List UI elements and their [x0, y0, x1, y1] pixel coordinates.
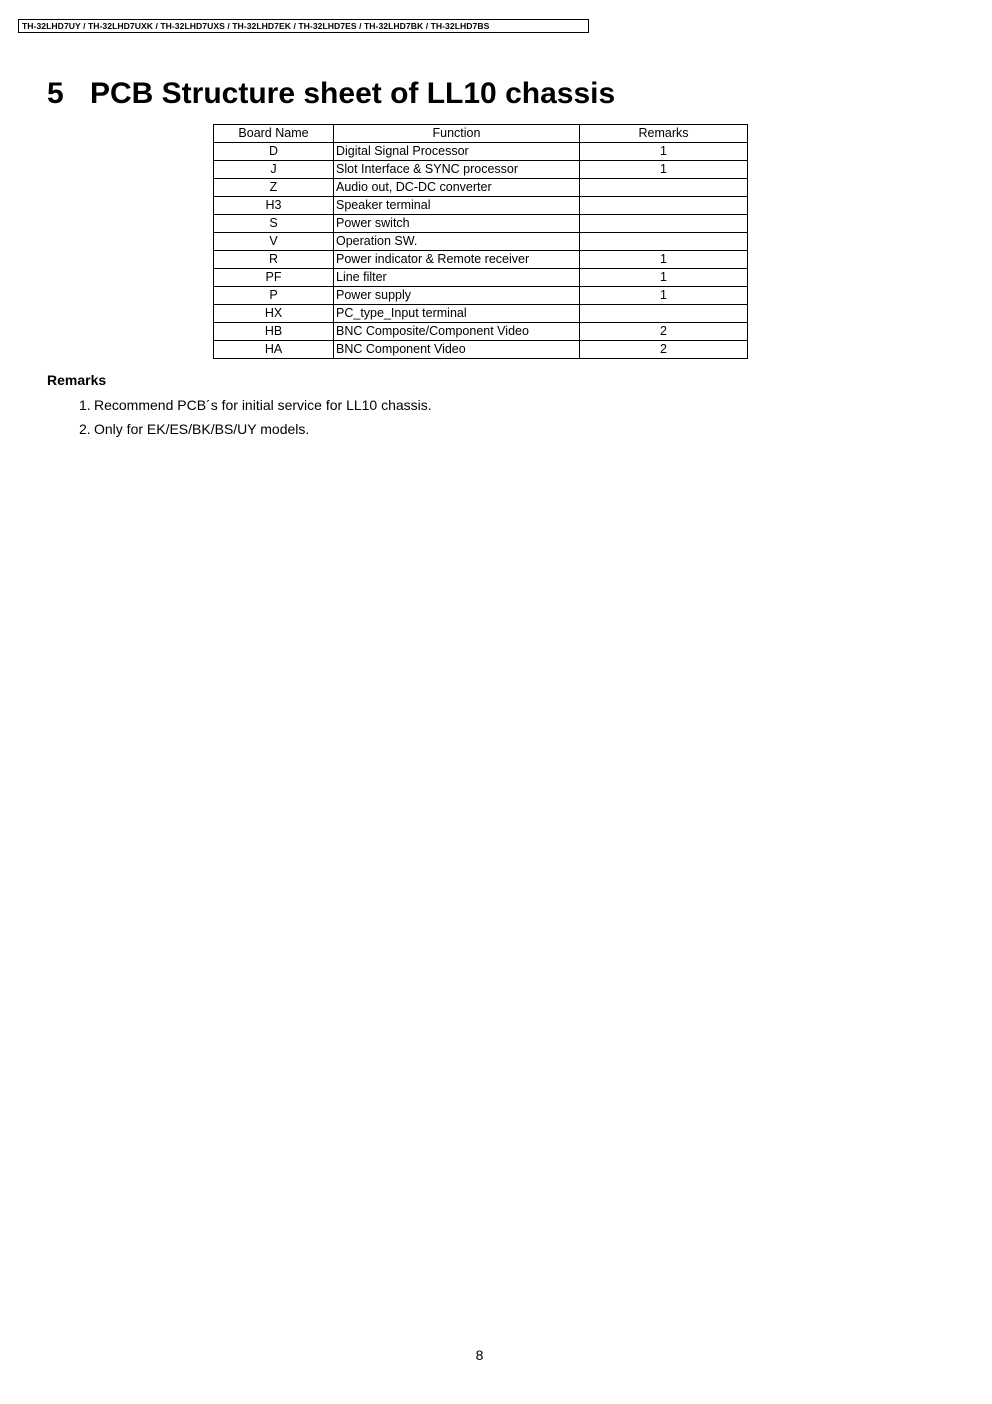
board-name-cell: HX [214, 305, 334, 323]
table-row [214, 197, 748, 215]
table-row [214, 269, 748, 287]
remarks-cell: 1 [580, 251, 748, 269]
function-cell: Line filter [334, 269, 580, 287]
board-name-cell: J [214, 161, 334, 179]
remarks-heading: Remarks [47, 372, 107, 388]
table-row [214, 323, 748, 341]
table-row [214, 305, 748, 323]
header-remarks: Remarks [580, 125, 748, 143]
function-cell: PC_type_Input terminal [334, 305, 580, 323]
remark-number: 2. [79, 421, 91, 437]
remarks-list [79, 396, 432, 444]
board-name-cell: Z [214, 179, 334, 197]
remark-item [79, 396, 432, 414]
table-row [214, 161, 748, 179]
function-cell: Power supply [334, 287, 580, 305]
function-cell: Slot Interface & SYNC processor [334, 161, 580, 179]
pcb-structure-table [213, 124, 748, 359]
header-function: Function [334, 125, 580, 143]
function-cell: Speaker terminal [334, 197, 580, 215]
page-number: 8 [475, 1347, 484, 1363]
remarks-cell: 1 [580, 287, 748, 305]
board-name-cell: V [214, 233, 334, 251]
board-name-cell: PF [214, 269, 334, 287]
function-cell: Power switch [334, 215, 580, 233]
section-number: 5 [47, 77, 64, 110]
board-name-cell: R [214, 251, 334, 269]
function-cell: Operation SW. [334, 233, 580, 251]
table-header-row [214, 125, 748, 143]
remarks-cell [580, 179, 748, 197]
remarks-cell: 2 [580, 341, 748, 359]
remarks-cell: 2 [580, 323, 748, 341]
remarks-cell: 1 [580, 143, 748, 161]
remarks-cell [580, 215, 748, 233]
remarks-cell [580, 197, 748, 215]
remark-item [79, 420, 432, 438]
function-cell: Digital Signal Processor [334, 143, 580, 161]
remarks-cell: 1 [580, 161, 748, 179]
table-row [214, 143, 748, 161]
remark-text: Recommend PCB´s for initial service for LL10 chassis. [94, 397, 432, 413]
function-cell: BNC Component Video [334, 341, 580, 359]
function-cell: Power indicator & Remote receiver [334, 251, 580, 269]
board-name-cell: P [214, 287, 334, 305]
board-name-cell: HA [214, 341, 334, 359]
remarks-cell [580, 233, 748, 251]
section-title: PCB Structure sheet of LL10 chassis [90, 77, 616, 110]
table-row [214, 287, 748, 305]
remarks-cell: 1 [580, 269, 748, 287]
remarks-cell [580, 305, 748, 323]
remark-number: 1. [79, 397, 91, 413]
board-name-cell: H3 [214, 197, 334, 215]
function-cell: Audio out, DC-DC converter [334, 179, 580, 197]
page-title [47, 74, 615, 114]
board-name-cell: S [214, 215, 334, 233]
model-header: TH-32LHD7UY / TH-32LHD7UXK / TH-32LHD7UXS / TH-32LHD7EK / TH-32LHD7ES / TH-32LHD7BK / TH-32LHD7BS [18, 19, 589, 33]
table-row [214, 251, 748, 269]
table-row [214, 341, 748, 359]
board-name-cell: D [214, 143, 334, 161]
table-row [214, 233, 748, 251]
table-row [214, 215, 748, 233]
header-board-name: Board Name [214, 125, 334, 143]
board-name-cell: HB [214, 323, 334, 341]
function-cell: BNC Composite/Component Video [334, 323, 580, 341]
table-row [214, 179, 748, 197]
remark-text: Only for EK/ES/BK/BS/UY models. [94, 421, 310, 437]
